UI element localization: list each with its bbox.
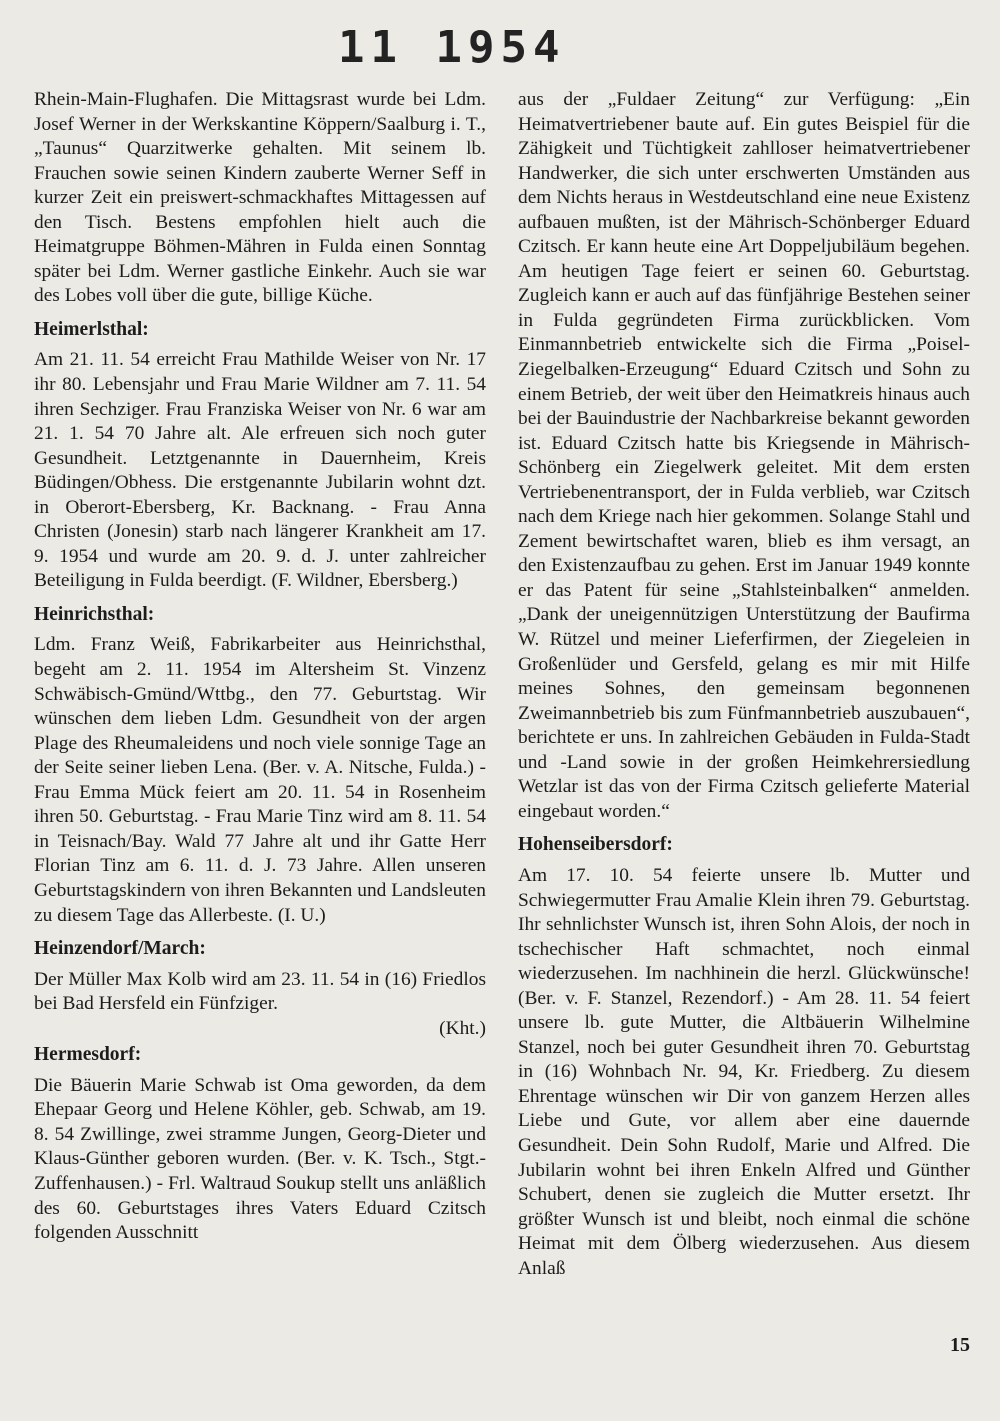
paragraph-hohenseibersdorf: Am 17. 10. 54 feierte unsere lb. Mutter und Schwiegermutter Frau Amalie Klein ihren 79. Geburtstag. Ihr sehnlichster Wunsch ist, ihren Sohn Alois, der noch in tschechischer Haft schmachtet, noch einmal wiederzusehen. Im nachhinein die herzl. Glückwünsche! (Ber. v. F. Stanzel, Rezendorf.) - Am 28. 11. 54 feiert unsere lb. gute Mutter, die Altbäuerin Wilhelmine Stanzel, noch bei guter Gesundheit ihren 70. Geburtstag in (16) Wohnbach Nr. 94, Kr. Friedberg. Zu diesem Ehrentage wünschen wir Dir von ganzem Herzen alles Liebe und Gute, vor allem aber eine dauernde Gesundheit. Dein Sohn Rudolf, Marie und Alfred. Die Jubilarin wohnt bei ihren Enkeln Alfred und Günther Schubert, denen sie zugleich die Mutter ersetzt. Ihr größter Wunsch ist und bleibt, noch einmal die schöne Heimat mit dem Ölberg wiederzusehen. Aus diesem Anlaß xyxy=(518,864,970,1279)
date-stamp: 11 1954 xyxy=(338,22,566,73)
intro-paragraph: Rhein-Main-Flughafen. Die Mittagsrast wurde bei Ldm. Josef Werner in der Werkskantine Köppern/Saalburg i. T., „Taunus“ Quarzitwerke gehalten. Mit seinem lb. Frauchen sowie seinen Kindern zauberte Werner Seff in kurzer Zeit ein preiswert-schmackhaftes Mittagessen auf den Tisch. Bestens empfohlen hielt auch die Heimatgruppe Böhmen-Mähren in Fulda einen Sonntag später bei Ldm. Werner gastliche Einkehr. Auch sie war des Lobes voll über die gute, billige Küche. xyxy=(34,89,486,307)
left-column xyxy=(34,88,486,1246)
heading-heinzendorf: Heinzendorf/March: xyxy=(34,938,206,960)
paragraph-heinrichsthal: Ldm. Franz Weiß, Fabrikarbeiter aus Heinrichsthal, begeht am 2. 11. 1954 im Altersheim St. Vinzenz Schwäbisch-Gmünd/Wttbg., den 77. Geburtstag. Wir wünschen dem lieben Ldm. Gesundheit von der argen Plage des Rheumaleidens und noch viele sonnige Tage an der Seite seiner lieben Lena. (Ber. v. A. Nitsche, Fulda.) - Frau Emma Mück feiert am 20. 11. 54 in Rosenheim ihren 50. Geburtstag. - Frau Marie Tinz wird am 8. 11. 54 in Teisnach/Bay. Wald 77 Jahre alt und ihr Gatte Herr Florian Tinz am 6. 11. d. J. 73 Jahre. Allen unseren Geburtstagskindern von ihren Bekannten und Landsleuten zu diesem Tage das Allerbeste. (I. U.) xyxy=(34,634,486,926)
paragraph-newspaper-quote: aus der „Fuldaer Zeitung“ zur Verfügung: „Ein Heimatvertriebener baute auf. Ein gutes Beispiel für die Zähigkeit und Tüchtigkeit zahlloser heimatvertriebener Handwerker, die sich unter erschwerten Umständen aus dem Nichts heraus in Westdeutschland eine neue Existenz aufbauen mußten, ist der Mährisch-Schönberger Eduard Czitsch. Er kann heute eine Art Doppeljubiläum begehen. Am heutigen Tage feiert er seinen 60. Geburtstag. Zugleich kann er auch auf das fünfjährige Bestehen seiner in Fulda gegründeten Firma zurückblicken. Vom Einmannbetrieb entwickelte sich die Firma „Poisel-Ziegelbalken-Erzeugung“ Eduard Czitsch und Sohn zu einem Betrieb, der weit über den Heimatkreis hinaus auch bei der Bauindustrie der Nachbarkreise bekannt geworden ist. Eduard Czitsch hatte bis Kriegsende in Mährisch-Schönberg ein Ziegelwerk geleitet. Mit dem ersten Vertriebenentransport, der in Fulda verblieb, war Czitsch nach dem Kriege nach hier gekommen. Solange Stahl und Zement bewirtschaftet waren, blieb es ihm versagt, an den Existenzaufbau zu gehen. Erst im Januar 1949 konnte er das Patent für seine „Stahlsteinbalken“ anmelden. „Dank der uneigennützigen Unterstützung der Baufirma W. Rützel und meiner Lieferfirmen, der Ziegeleien in Großenlüder und Gersfeld, gelang es mir mit Hilfe meines Sohnes, den gemeinsam begonnenen Zweimannbetrieb bis zum Fünfmannbetrieb auszubauen“, berichtete er uns. In zahlreichen Gebäuden in Fulda-Stadt und -Land sowie in der großen Heimkehrersiedlung Wetzlar ist das von der Firma Czitsch gelieferte Material eingebaut worden.“ xyxy=(518,89,970,822)
paragraph-heimerlsthal: Am 21. 11. 54 erreicht Frau Mathilde Weiser von Nr. 17 ihr 80. Lebensjahr und Frau Marie Wildner am 7. 11. 54 ihren Sechziger. Frau Franziska Weiser von Nr. 6 war am 21. 1. 54 70 Jahre alt. Ale erfreuen sich noch guter Gesundheit. Letztgenannte in Dauernheim, Kreis Büdingen/Obhess. Die erstgenannte Jubilarin wohnt dzt. in Oberort-Ebersberg, Kr. Backnang. - Frau Anna Christen (Jonesin) starb nach längerer Krankheit am 17. 9. 1954 und wurde am 20. 9. d. J. unter zahlreicher Beteiligung in Fulda beerdigt. (F. Wildner, Ebersberg.) xyxy=(34,349,486,592)
heading-hohenseibersdorf: Hohenseibersdorf: xyxy=(518,834,673,856)
heading-heimerlsthal: Heimerlsthal: xyxy=(34,318,149,340)
paragraph-hermesdorf: Die Bäuerin Marie Schwab ist Oma geworden, da dem Ehepaar Georg und Helene Köhler, geb. Schwab, am 19. 8. 54 Zwillinge, zwei stramme Jungen, Georg-Dieter und Klaus-Günther geboren wurden. (Ber. v. K. Tsch., Stgt.-Zuffenhausen.) - Frl. Waltraud Soukup stellt uns anläßlich des 60. Geburtstages ihres Vaters Eduard Czitsch folgenden Ausschnitt xyxy=(34,1074,486,1244)
right-column xyxy=(518,88,970,1281)
paragraph-heinzendorf: Der Müller Max Kolb wird am 23. 11. 54 in (16) Friedlos bei Bad Hersfeld ein Fünfziger. xyxy=(34,968,486,1015)
heading-heinrichsthal: Heinrichsthal: xyxy=(34,603,155,625)
heading-hermesdorf: Hermesdorf: xyxy=(34,1044,142,1066)
page-number: 15 xyxy=(950,1334,970,1356)
signature-kht: (Kht.) xyxy=(439,1017,486,1039)
